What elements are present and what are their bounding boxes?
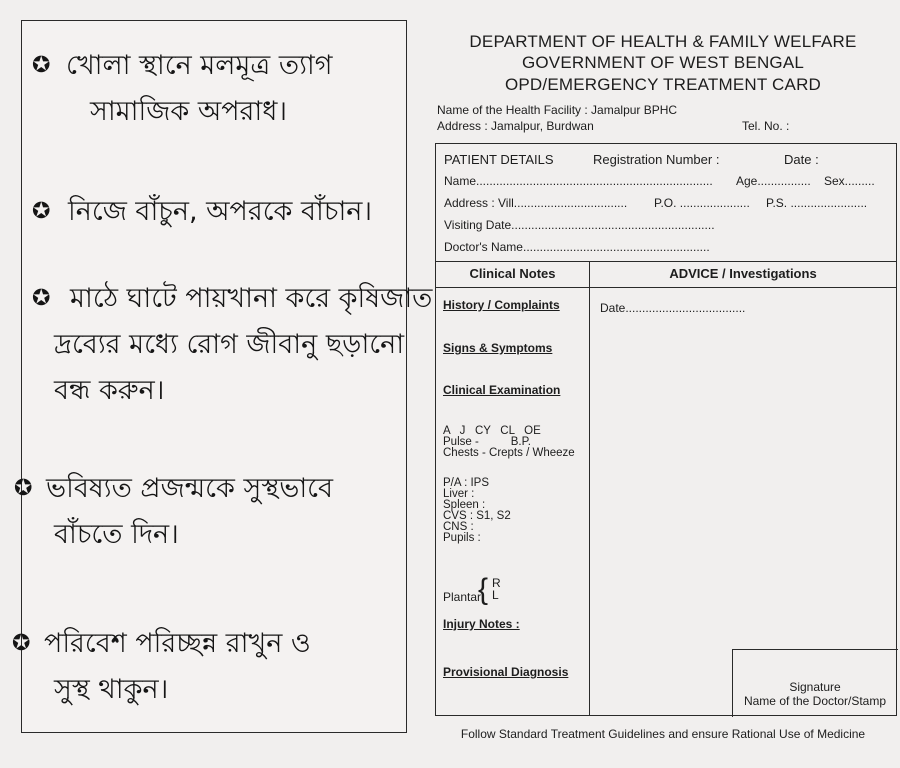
star-bullet-icon: ✪ [32, 286, 51, 311]
header-card-title: OPD/EMERGENCY TREATMENT CARD [504, 75, 822, 94]
header-department: DEPARTMENT OF HEALTH & FAMILY WELFARE [469, 32, 857, 51]
history-complaints-label: History / Complaints [443, 298, 560, 312]
exam-abbreviations: A J CY CL OE [443, 425, 541, 437]
post-office-field: P.O. ..................... [654, 196, 750, 210]
slogan-3-line-3: বন্ধ করুন। [54, 375, 165, 406]
visiting-date-field: Visiting Date............................................................. [444, 218, 715, 232]
slogan-1-line-1: খোলা স্থানে মলমূত্র ত্যাগ [66, 50, 333, 81]
signs-symptoms-label: Signs & Symptoms [443, 341, 553, 355]
provisional-diagnosis-label: Provisional Diagnosis [443, 665, 569, 679]
health-facility: Name of the Health Facility : Jamalpur BPHC [437, 103, 678, 117]
registration-number-field: Registration Number : [593, 152, 720, 167]
form-box [435, 143, 897, 716]
slogan-2-line-1: নিজে বাঁচুন, অপরকে বাঁচান। [68, 196, 373, 227]
clinical-notes-heading: Clinical Notes [469, 266, 556, 281]
footer-note: Follow Standard Treatment Guidelines and ensure Rational Use of Medicine [460, 727, 866, 741]
curly-brace-icon: { [478, 573, 489, 606]
slogan-panel [12, 20, 433, 733]
divider [436, 261, 896, 262]
sex-field: Sex......... [824, 174, 875, 188]
spleen-label: Spleen : [443, 499, 486, 511]
treatment-card [426, 18, 900, 763]
signature-label: Signature [789, 680, 841, 694]
slogan-5-line-2: সুস্থ থাকুন। [54, 674, 169, 705]
advice-date-field: Date.................................... [600, 301, 746, 315]
clinical-examination-label: Clinical Examination [443, 383, 561, 397]
injury-notes-label: Injury Notes : [443, 617, 520, 631]
slogan-4-line-2: বাঁচতে দিন। [54, 519, 179, 550]
chests-label: Chests - Crepts / Wheeze [443, 447, 575, 459]
date-field: Date : [784, 152, 819, 167]
star-bullet-icon: ✪ [14, 476, 33, 501]
plantar-label: Plantar [443, 590, 482, 604]
star-bullet-icon: ✪ [12, 631, 31, 656]
patient-details-title: PATIENT DETAILS [444, 152, 554, 167]
cvs-label: CVS : S1, S2 [443, 510, 511, 522]
plantar-right: R [492, 576, 501, 590]
column-divider [589, 261, 590, 716]
signature-box [732, 649, 898, 717]
pa-label: P/A : IPS [443, 477, 490, 489]
pupils-label: Pupils : [443, 532, 481, 544]
slogan-1 [32, 43, 332, 135]
doctor-name-field: Doctor's Name........................................................ [444, 240, 710, 254]
slogan-3-line-1: মাঠে ঘাটে পায়খানা করে কৃষিজাত [70, 283, 433, 314]
liver-label: Liver : [443, 488, 475, 500]
slogan-3-line-2: দ্রব্যের মধ্যে রোগ জীবানু ছড়ানো [54, 329, 405, 360]
header-government: GOVERNMENT OF WEST BENGAL [521, 53, 805, 72]
slogan-3 [32, 276, 432, 414]
cns-label: CNS : [443, 521, 474, 533]
police-station-field: P.S. ....................... [766, 196, 868, 210]
slogan-5 [12, 621, 311, 713]
slogan-4 [14, 466, 333, 558]
pulse-bp-label: Pulse - B.P. [443, 436, 531, 448]
address-village-field: Address : Vill.................................. [444, 196, 628, 210]
divider [436, 287, 896, 288]
slogan-5-line-1: পরিবেশ পরিচ্ছন্ন রাখুন ও [44, 628, 311, 659]
doctor-stamp-label: Name of the Doctor/Stamp [743, 694, 887, 708]
slogan-1-line-2: সামাজিক অপরাধ। [90, 96, 288, 127]
facility-address: Address : Jamalpur, Burdwan [437, 119, 594, 133]
star-bullet-icon: ✪ [32, 53, 51, 78]
telephone-field: Tel. No. : [742, 119, 790, 133]
star-bullet-icon: ✪ [32, 199, 51, 224]
plantar-left: L [492, 588, 499, 602]
slogan-2 [32, 189, 372, 235]
name-field: Name....................................................................... [444, 174, 713, 188]
age-field: Age................ [736, 174, 811, 188]
advice-heading: ADVICE / Investigations [669, 266, 817, 281]
slogan-4-line-1: ভবিষ্যত প্রজন্মকে সুস্থভাবে [46, 473, 334, 504]
